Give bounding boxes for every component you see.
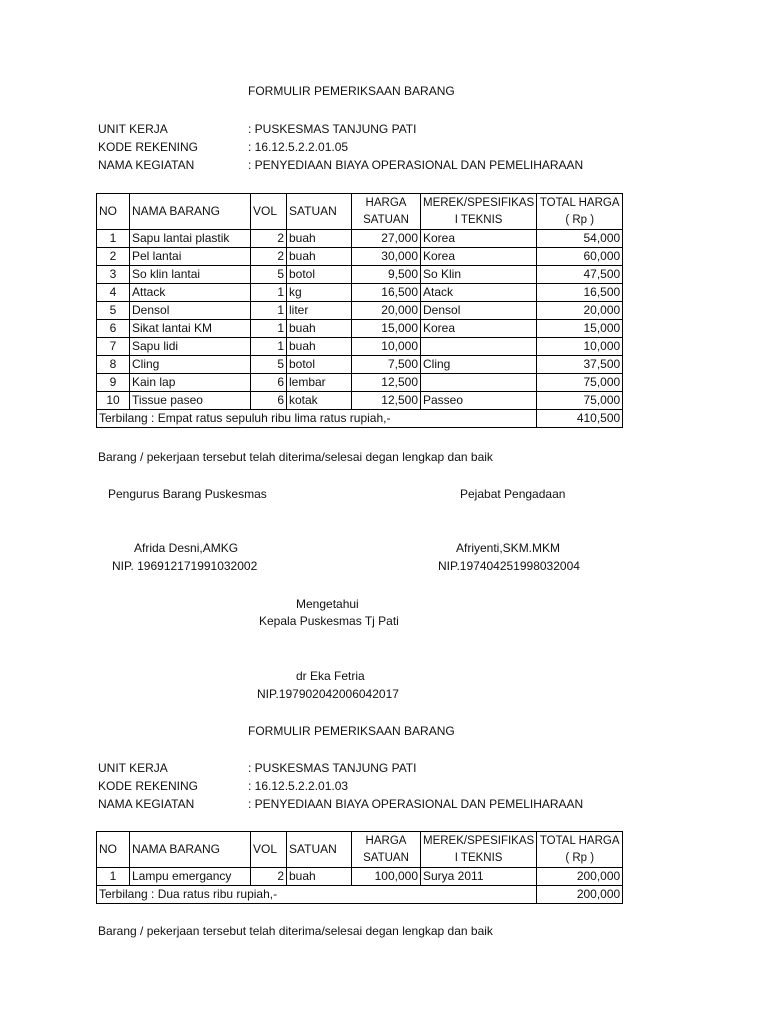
header-merek-line1: MEREK/SPESIFIKAS bbox=[423, 834, 535, 847]
cell-satuan: buah bbox=[287, 338, 352, 356]
cell-harga-satuan: 30,000 bbox=[352, 248, 421, 266]
header-total-harga bbox=[537, 832, 623, 868]
cell-merek bbox=[421, 338, 537, 356]
table-row bbox=[97, 284, 623, 302]
mengetahui-label: Mengetahui bbox=[296, 597, 359, 611]
right-signer-nip: NIP.197404251998032004 bbox=[438, 559, 580, 573]
cell-no: 3 bbox=[97, 266, 130, 284]
cell-no: 1 bbox=[97, 230, 130, 248]
header-merek bbox=[421, 832, 537, 868]
cell-total-harga: 75,000 bbox=[537, 374, 623, 392]
cell-harga-satuan: 16,500 bbox=[352, 284, 421, 302]
cell-vol: 1 bbox=[251, 338, 287, 356]
cell-nama-barang: Sapu lidi bbox=[130, 338, 251, 356]
left-signer-name: Afrida Desni,AMKG bbox=[134, 541, 239, 555]
cell-satuan: botol bbox=[287, 266, 352, 284]
cell-nama-barang: Lampu emergancy bbox=[130, 868, 251, 886]
cell-nama-barang: Cling bbox=[130, 356, 251, 374]
kode-rekening-label: KODE REKENING bbox=[98, 140, 199, 154]
cell-harga-satuan: 12,500 bbox=[352, 374, 421, 392]
cell-harga-satuan: 100,000 bbox=[352, 868, 421, 886]
cell-nama-barang: Sikat lantai KM bbox=[130, 320, 251, 338]
header-harga-satuan bbox=[352, 194, 421, 230]
cell-total-harga: 75,000 bbox=[537, 392, 623, 410]
unit-kerja-value: : PUSKESMAS TANJUNG PATI bbox=[248, 122, 417, 136]
cell-vol: 2 bbox=[251, 230, 287, 248]
header-satuan: SATUAN bbox=[287, 832, 352, 868]
unit-kerja-value: : PUSKESMAS TANJUNG PATI bbox=[248, 761, 417, 775]
cell-vol: 5 bbox=[251, 266, 287, 284]
header-harga-line2: SATUAN bbox=[363, 213, 409, 226]
header-total-line1: TOTAL HARGA bbox=[539, 196, 620, 209]
cell-no: 5 bbox=[97, 302, 130, 320]
cell-merek: Surya 2011 bbox=[421, 868, 537, 886]
kode-rekening-value: : 16.12.5.2.2.01.05 bbox=[248, 140, 349, 154]
cell-nama-barang: So klin lantai bbox=[130, 266, 251, 284]
cell-vol: 1 bbox=[251, 302, 287, 320]
table-row bbox=[97, 392, 623, 410]
header-harga-satuan bbox=[352, 832, 421, 868]
kode-rekening-label: KODE REKENING bbox=[98, 779, 199, 793]
cell-nama-barang: Tissue paseo bbox=[130, 392, 251, 410]
cell-vol: 1 bbox=[251, 320, 287, 338]
cell-harga-satuan: 20,000 bbox=[352, 302, 421, 320]
header-no: NO bbox=[97, 832, 130, 868]
form2-info bbox=[98, 759, 583, 813]
unit-kerja-label: UNIT KERJA bbox=[98, 761, 168, 775]
cell-nama-barang: Densol bbox=[130, 302, 251, 320]
header-merek-line2: I TEKNIS bbox=[454, 851, 503, 864]
cell-merek: Atack bbox=[421, 284, 537, 302]
table-header-row bbox=[97, 832, 623, 868]
cell-no: 7 bbox=[97, 338, 130, 356]
cell-satuan: buah bbox=[287, 868, 352, 886]
terbilang-text: Terbilang : Empat ratus sepuluh ribu lima ratus rupiah,- bbox=[97, 410, 537, 428]
cell-satuan: buah bbox=[287, 320, 352, 338]
nama-kegiatan-label: NAMA KEGIATAN bbox=[98, 797, 195, 811]
header-total-line2: ( Rp ) bbox=[565, 851, 595, 864]
header-total-line1: TOTAL HARGA bbox=[539, 834, 620, 847]
table-row bbox=[97, 868, 623, 886]
header-nama-barang: NAMA BARANG bbox=[130, 194, 251, 230]
header-satuan: SATUAN bbox=[287, 194, 352, 230]
cell-vol: 1 bbox=[251, 284, 287, 302]
cell-merek: Korea bbox=[421, 248, 537, 266]
form1-statement: Barang / pekerjaan tersebut telah diterima/selesai degan lengkap dan baik bbox=[98, 450, 493, 464]
cell-satuan: buah bbox=[287, 230, 352, 248]
cell-nama-barang: Pel lantai bbox=[130, 248, 251, 266]
table-row bbox=[97, 302, 623, 320]
terbilang-row bbox=[97, 886, 623, 904]
kode-rekening-value: : 16.12.5.2.2.01.03 bbox=[248, 779, 349, 793]
cell-vol: 2 bbox=[251, 868, 287, 886]
header-vol: VOL bbox=[251, 832, 287, 868]
cell-total-harga: 60,000 bbox=[537, 248, 623, 266]
kepala-role: Kepala Puskesmas Tj Pati bbox=[259, 614, 399, 628]
table-header-row bbox=[97, 194, 623, 230]
table-row bbox=[97, 230, 623, 248]
form1-items-table bbox=[96, 193, 623, 428]
cell-total-harga: 54,000 bbox=[537, 230, 623, 248]
cell-vol: 6 bbox=[251, 374, 287, 392]
cell-no: 10 bbox=[97, 392, 130, 410]
table-row bbox=[97, 356, 623, 374]
cell-no: 6 bbox=[97, 320, 130, 338]
left-signer-role: Pengurus Barang Puskesmas bbox=[108, 487, 267, 501]
cell-satuan: kotak bbox=[287, 392, 352, 410]
header-no: NO bbox=[97, 194, 130, 230]
right-signer-role: Pejabat Pengadaan bbox=[460, 487, 566, 501]
cell-vol: 6 bbox=[251, 392, 287, 410]
kepala-nip: NIP.197902042006042017 bbox=[257, 687, 399, 701]
form1-info bbox=[98, 120, 583, 174]
cell-nama-barang: Kain lap bbox=[130, 374, 251, 392]
cell-total-harga: 15,000 bbox=[537, 320, 623, 338]
header-merek-line1: MEREK/SPESIFIKAS bbox=[423, 196, 535, 209]
cell-total-harga: 20,000 bbox=[537, 302, 623, 320]
cell-merek: Cling bbox=[421, 356, 537, 374]
kepala-name: dr Eka Fetria bbox=[296, 669, 365, 683]
terbilang-row bbox=[97, 410, 623, 428]
cell-total-harga: 200,000 bbox=[537, 868, 623, 886]
nama-kegiatan-value: : PENYEDIAAN BIAYA OPERASIONAL DAN PEMELIHARAAN bbox=[248, 797, 584, 811]
header-vol: VOL bbox=[251, 194, 287, 230]
grand-total: 410,500 bbox=[537, 410, 623, 428]
form2-items-table bbox=[96, 831, 623, 904]
header-total-harga bbox=[537, 194, 623, 230]
cell-merek: Passeo bbox=[421, 392, 537, 410]
table-row bbox=[97, 338, 623, 356]
cell-total-harga: 16,500 bbox=[537, 284, 623, 302]
cell-harga-satuan: 15,000 bbox=[352, 320, 421, 338]
cell-total-harga: 37,500 bbox=[537, 356, 623, 374]
cell-no: 9 bbox=[97, 374, 130, 392]
terbilang-text: Terbilang : Dua ratus ribu rupiah,- bbox=[97, 886, 537, 904]
header-harga-line2: SATUAN bbox=[363, 851, 409, 864]
cell-nama-barang: Sapu lantai plastik bbox=[130, 230, 251, 248]
cell-vol: 5 bbox=[251, 356, 287, 374]
cell-harga-satuan: 9,500 bbox=[352, 266, 421, 284]
cell-vol: 2 bbox=[251, 248, 287, 266]
table-row bbox=[97, 374, 623, 392]
cell-satuan: botol bbox=[287, 356, 352, 374]
cell-no: 8 bbox=[97, 356, 130, 374]
header-merek bbox=[421, 194, 537, 230]
cell-no: 2 bbox=[97, 248, 130, 266]
cell-satuan: buah bbox=[287, 248, 352, 266]
grand-total: 200,000 bbox=[537, 886, 623, 904]
form2-title: FORMULIR PEMERIKSAAN BARANG bbox=[248, 724, 455, 738]
table-row bbox=[97, 248, 623, 266]
cell-merek: Korea bbox=[421, 320, 537, 338]
cell-total-harga: 10,000 bbox=[537, 338, 623, 356]
cell-harga-satuan: 27,000 bbox=[352, 230, 421, 248]
cell-no: 1 bbox=[97, 868, 130, 886]
cell-merek bbox=[421, 374, 537, 392]
left-signer-nip: NIP. 196912171991032002 bbox=[112, 559, 258, 573]
form2-statement: Barang / pekerjaan tersebut telah diterima/selesai degan lengkap dan baik bbox=[98, 924, 493, 938]
nama-kegiatan-value: : PENYEDIAAN BIAYA OPERASIONAL DAN PEMELIHARAAN bbox=[248, 158, 584, 172]
table-row bbox=[97, 266, 623, 284]
cell-no: 4 bbox=[97, 284, 130, 302]
cell-harga-satuan: 10,000 bbox=[352, 338, 421, 356]
cell-harga-satuan: 12,500 bbox=[352, 392, 421, 410]
header-harga-line1: HARGA bbox=[365, 834, 407, 847]
cell-merek: Korea bbox=[421, 230, 537, 248]
cell-satuan: kg bbox=[287, 284, 352, 302]
cell-nama-barang: Attack bbox=[130, 284, 251, 302]
cell-merek: So Klin bbox=[421, 266, 537, 284]
nama-kegiatan-label: NAMA KEGIATAN bbox=[98, 158, 195, 172]
unit-kerja-label: UNIT KERJA bbox=[98, 122, 168, 136]
table-row bbox=[97, 320, 623, 338]
form1-title: FORMULIR PEMERIKSAAN BARANG bbox=[248, 84, 455, 98]
cell-harga-satuan: 7,500 bbox=[352, 356, 421, 374]
header-harga-line1: HARGA bbox=[365, 196, 407, 209]
header-merek-line2: I TEKNIS bbox=[454, 213, 503, 226]
cell-satuan: lembar bbox=[287, 374, 352, 392]
right-signer-name: Afriyenti,SKM.MKM bbox=[456, 541, 561, 555]
cell-total-harga: 47,500 bbox=[537, 266, 623, 284]
header-nama-barang: NAMA BARANG bbox=[130, 832, 251, 868]
cell-satuan: liter bbox=[287, 302, 352, 320]
cell-merek: Densol bbox=[421, 302, 537, 320]
header-total-line2: ( Rp ) bbox=[565, 213, 595, 226]
